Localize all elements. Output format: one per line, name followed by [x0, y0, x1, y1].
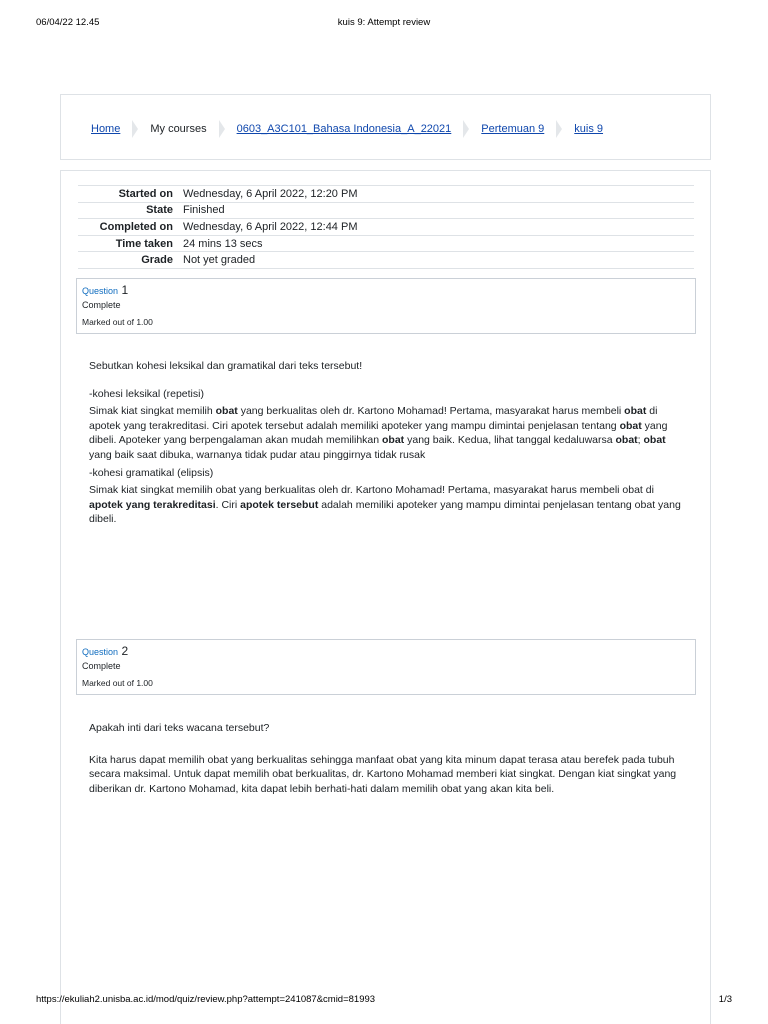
breadcrumb [91, 120, 603, 138]
question-1-info [76, 278, 696, 334]
breadcrumb-quiz-link[interactable]: kuis 9 [574, 123, 604, 135]
breadcrumb-separator-icon [219, 120, 225, 138]
summary-label: Completed on [78, 219, 179, 236]
breadcrumb-separator-icon [556, 120, 562, 138]
answer-paragraph-grammatical: Simak kiat singkat memilih obat yang berkualitas oleh dr. Kartono Mohamad! Pertama, masyarakat harus membeli obat di apotek yang terakreditasi. Ciri apotek tersebut adalah memiliki apoteker yang mampu dimintai penjelasan tentang obat yang dibeli. [89, 484, 681, 526]
answer-paragraph-lexical: Simak kiat singkat memilih obat yang berkualitas oleh dr. Kartono Mohamad! Pertama, masyarakat harus membeli obat di apotek yang terakreditasi. Ciri apotek tersebut adalah memiliki apoteker yang mampu dimintai penjelasan tentang obat yang dibeli. Apoteker yang berpengalaman akan mudah memilihkan obat yang baik. Kedua, lihat tanggal kedaluwarsa obat; obat yang baik saat dibuka, warnanya tidak pudar atau pinggirnya tidak rusak [89, 405, 668, 461]
summary-row-state [78, 202, 694, 219]
summary-label: State [78, 202, 179, 219]
summary-value: Wednesday, 6 April 2022, 12:20 PM [179, 186, 694, 203]
breadcrumb-home-link[interactable]: Home [91, 123, 121, 135]
print-url: https://ekuliah2.unisba.ac.id/mod/quiz/review.php?attempt=241087&cmid=81993 [36, 994, 376, 1005]
answer-heading-grammatical: -kohesi gramatikal (elipsis) [89, 466, 214, 479]
question-label: Question [82, 286, 119, 296]
quiz-review-region [60, 170, 711, 1024]
print-timestamp: 06/04/22 12.45 [36, 17, 100, 28]
question-prompt: Sebutkan kohesi leksikal dan gramatikal dari teks tersebut! [89, 360, 363, 372]
answer-heading-lexical: -kohesi leksikal (repetisi) [89, 387, 204, 400]
attempt-summary-table [78, 185, 694, 269]
summary-row-started [78, 186, 694, 203]
question-grade: Marked out of 1.00 [82, 317, 153, 327]
summary-label: Started on [78, 186, 179, 203]
print-footer [36, 994, 732, 1008]
breadcrumb-my-courses[interactable]: My courses [150, 123, 207, 135]
question-grade: Marked out of 1.00 [82, 678, 153, 688]
summary-row-time-taken [78, 235, 694, 252]
breadcrumb-separator-icon [132, 120, 138, 138]
breadcrumb-section-link[interactable]: Pertemuan 9 [481, 123, 545, 135]
summary-label: Grade [78, 252, 179, 269]
print-header [36, 17, 732, 31]
summary-value: Not yet graded [179, 252, 694, 269]
print-page-number: 1/3 [718, 994, 732, 1005]
question-2-info [76, 639, 696, 695]
question-label: Question [82, 647, 119, 657]
breadcrumb-course-link[interactable]: 0603_A3C101_Bahasa Indonesia_A_22021 [236, 123, 452, 135]
question-number-value: 1 [121, 283, 129, 297]
question-prompt: Apakah inti dari teks wacana tersebut? [89, 722, 270, 734]
summary-row-completed [78, 219, 694, 236]
summary-row-grade [78, 252, 694, 269]
summary-value: 24 mins 13 secs [179, 235, 694, 252]
breadcrumb-container [60, 94, 711, 160]
print-title: kuis 9: Attempt review [337, 17, 431, 28]
summary-label: Time taken [78, 235, 179, 252]
breadcrumb-separator-icon [463, 120, 469, 138]
question-number-value: 2 [121, 644, 129, 658]
question-number [82, 283, 690, 297]
answer-paragraph: Kita harus dapat memilih obat yang berkualitas sehingga manfaat obat yang kita minum dapat terasa atau berefek pada tubuh secara maksimal. Untuk dapat memilih obat berkualitas, dr. Kartono Mohamad memberi kiat singkat. Dengan kiat singkat yang diberikan dr. Kartono Mohamad, kita dapat lebih berhati-hati dalam memilih obat yang akan kita beli. [89, 753, 677, 795]
question-state: Complete [82, 661, 121, 671]
question-2-content [89, 721, 681, 796]
question-state: Complete [82, 300, 121, 310]
summary-value: Wednesday, 6 April 2022, 12:44 PM [179, 219, 694, 236]
question-1-content [89, 359, 681, 527]
question-number [82, 644, 690, 658]
summary-value: Finished [179, 202, 694, 219]
